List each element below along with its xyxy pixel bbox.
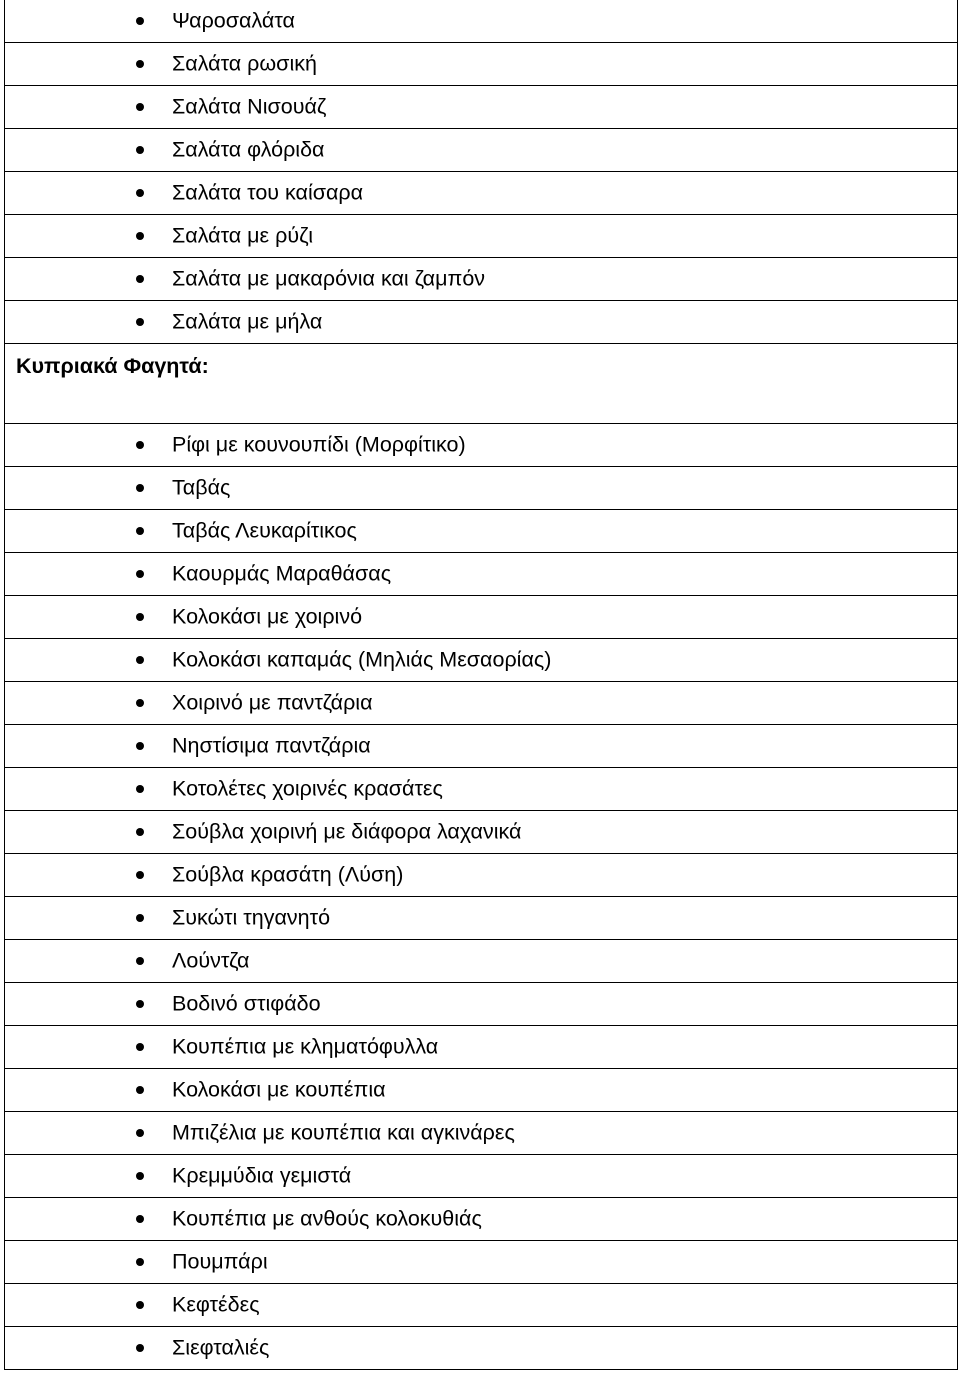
list-item — [5, 129, 958, 172]
dish-name: Σαλάτα του καίσαρα — [172, 180, 364, 205]
list-item-cell — [5, 215, 958, 258]
list-item — [5, 424, 958, 467]
list-item-cell — [5, 1069, 958, 1112]
dish-name: Σούβλα κρασάτη (Λύση) — [172, 862, 404, 887]
list-item-cell — [5, 424, 958, 467]
list-item-cell — [5, 43, 958, 86]
dish-name: Νηστίσιμα παντζάρια — [172, 733, 371, 758]
list-item-cell — [5, 682, 958, 725]
bullet-icon — [136, 785, 144, 793]
section-header-cell — [5, 344, 958, 424]
dish-name: Κοτολέτες χοιρινές κρασάτες — [172, 776, 443, 801]
list-item — [5, 768, 958, 811]
dish-name: Ρίφι με κουνουπίδι (Μορφίτικο) — [172, 432, 466, 457]
bullet-icon — [136, 1215, 144, 1223]
list-item-cell — [5, 897, 958, 940]
list-item — [5, 682, 958, 725]
dish-name: Μπιζέλια με κουπέπια και αγκινάρες — [172, 1120, 515, 1145]
list-item-cell — [5, 1198, 958, 1241]
list-item-cell — [5, 1327, 958, 1370]
dish-name: Χοιρινό με παντζάρια — [172, 690, 373, 715]
list-item — [5, 1069, 958, 1112]
bullet-icon — [136, 527, 144, 535]
list-item-cell — [5, 510, 958, 553]
bullet-icon — [136, 1172, 144, 1180]
dish-name: Λούντζα — [172, 948, 250, 973]
dish-name: Καουρμάς Μαραθάσας — [172, 561, 392, 586]
dish-name: Σαλάτα φλόριδα — [172, 137, 325, 162]
list-item-cell — [5, 1155, 958, 1198]
dish-name: Συκώτι τηγανητό — [172, 905, 331, 930]
list-item-cell — [5, 301, 958, 344]
bullet-icon — [136, 189, 144, 197]
dish-name: Σαλάτα Νισουάζ — [172, 94, 327, 119]
list-item — [5, 0, 958, 43]
bullet-icon — [136, 742, 144, 750]
list-item-cell — [5, 854, 958, 897]
list-item-cell — [5, 0, 958, 43]
list-item — [5, 725, 958, 768]
bullet-icon — [136, 656, 144, 664]
list-item-cell — [5, 983, 958, 1026]
bullet-icon — [136, 441, 144, 449]
dish-name: Σιεφταλιές — [172, 1335, 270, 1360]
list-item — [5, 1112, 958, 1155]
bullet-icon — [136, 957, 144, 965]
list-item-cell — [5, 172, 958, 215]
dish-name: Σαλάτα με μήλα — [172, 309, 323, 334]
dish-name: Κολοκάσι με κουπέπια — [172, 1077, 386, 1102]
list-item-cell — [5, 725, 958, 768]
bullet-icon — [136, 17, 144, 25]
list-item-cell — [5, 553, 958, 596]
section-heading: Κυπριακά Φαγητά: — [16, 354, 209, 378]
bullet-icon — [136, 828, 144, 836]
dish-name: Κρεμμύδια γεμιστά — [172, 1163, 352, 1188]
list-item-cell — [5, 1284, 958, 1327]
dish-name: Σαλάτα με μακαρόνια και ζαμπόν — [172, 266, 486, 291]
list-item-cell — [5, 1112, 958, 1155]
bullet-icon — [136, 699, 144, 707]
list-item — [5, 172, 958, 215]
bullet-icon — [136, 146, 144, 154]
dish-name: Πουμπάρι — [172, 1249, 268, 1274]
list-item — [5, 1026, 958, 1069]
bullet-icon — [136, 914, 144, 922]
bullet-icon — [136, 1129, 144, 1137]
list-item-cell — [5, 639, 958, 682]
list-item — [5, 1284, 958, 1327]
dish-name: Κολοκάσι με χοιρινό — [172, 604, 363, 629]
dish-name: Κουπέπια με ανθούς κολοκυθιάς — [172, 1206, 482, 1231]
list-item — [5, 897, 958, 940]
list-item — [5, 553, 958, 596]
list-item — [5, 1155, 958, 1198]
list-item-cell — [5, 258, 958, 301]
list-item — [5, 215, 958, 258]
list-item — [5, 43, 958, 86]
list-item-cell — [5, 1026, 958, 1069]
dish-name: Βοδινό στιφάδο — [172, 991, 321, 1016]
list-item — [5, 940, 958, 983]
bullet-icon — [136, 1000, 144, 1008]
list-item — [5, 467, 958, 510]
list-item-cell — [5, 129, 958, 172]
list-item — [5, 811, 958, 854]
list-item — [5, 1327, 958, 1370]
section-header-row — [5, 344, 958, 424]
bullet-icon — [136, 1086, 144, 1094]
menu-table — [4, 0, 958, 1370]
bullet-icon — [136, 613, 144, 621]
list-item-cell — [5, 467, 958, 510]
dish-name: Κεφτέδες — [172, 1292, 260, 1317]
bullet-icon — [136, 871, 144, 879]
list-item-cell — [5, 1241, 958, 1284]
bullet-icon — [136, 484, 144, 492]
dish-name: Κουπέπια με κληματόφυλλα — [172, 1034, 439, 1059]
list-item — [5, 1241, 958, 1284]
list-item — [5, 258, 958, 301]
list-item-cell — [5, 811, 958, 854]
list-item — [5, 510, 958, 553]
list-item — [5, 86, 958, 129]
list-item — [5, 596, 958, 639]
list-item — [5, 983, 958, 1026]
dish-name: Κολοκάσι καπαμάς (Μηλιάς Μεσαορίας) — [172, 647, 552, 672]
bullet-icon — [136, 570, 144, 578]
bullet-icon — [136, 103, 144, 111]
list-item — [5, 1198, 958, 1241]
dish-name: Σούβλα χοιρινή με διάφορα λαχανικά — [172, 819, 522, 844]
dish-name: Ταβάς — [172, 475, 231, 500]
dish-name: Σαλάτα με ρύζι — [172, 223, 313, 248]
bullet-icon — [136, 232, 144, 240]
list-item-cell — [5, 86, 958, 129]
bullet-icon — [136, 318, 144, 326]
bullet-icon — [136, 1043, 144, 1051]
list-item-cell — [5, 940, 958, 983]
menu-document — [4, 0, 958, 1370]
bullet-icon — [136, 1301, 144, 1309]
bullet-icon — [136, 1344, 144, 1352]
list-item — [5, 301, 958, 344]
list-item-cell — [5, 768, 958, 811]
list-item-cell — [5, 596, 958, 639]
list-item — [5, 639, 958, 682]
bullet-icon — [136, 1258, 144, 1266]
dish-name: Ταβάς Λευκαρίτικος — [172, 518, 357, 543]
list-item — [5, 854, 958, 897]
bullet-icon — [136, 275, 144, 283]
dish-name: Σαλάτα ρωσική — [172, 51, 317, 76]
bullet-icon — [136, 60, 144, 68]
dish-name: Ψαροσαλάτα — [172, 8, 295, 33]
